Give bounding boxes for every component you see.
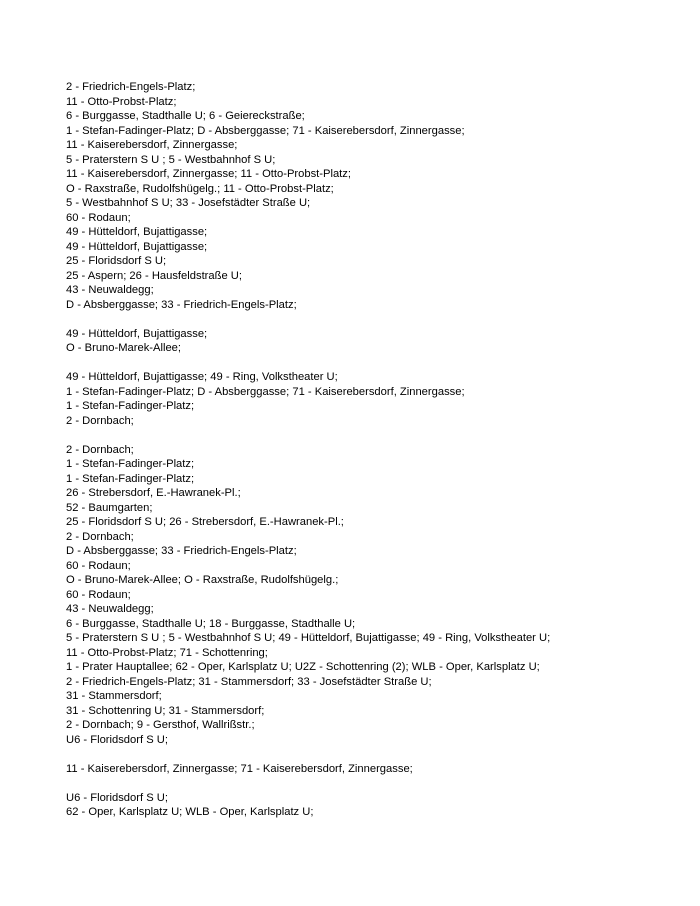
text-line: 43 - Neuwaldegg; [66, 284, 154, 296]
blank-line [66, 312, 686, 327]
text-line: 6 - Burggasse, Stadthalle U; 18 - Burggasse, Stadthalle U; [66, 617, 356, 630]
text-line: 2 - Dornbach; [66, 443, 134, 456]
text-line: 11 - Kaiserebersdorf, Zinnergasse; 11 - Otto-Probst-Platz; [66, 168, 351, 180]
blank-line [66, 356, 686, 371]
text-line: 2 - Dornbach; 9 - Gersthof, Wallrißstr.; [66, 719, 255, 731]
text-line: 31 - Schottenring U; 31 - Stammersdorf; [66, 704, 265, 717]
text-line: 1 - Stefan-Fadinger-Platz; [66, 400, 195, 412]
blank-line [66, 747, 686, 762]
text-line: 49 - Hütteldorf, Bujattigasse; [66, 226, 208, 238]
text-line: 62 - Oper, Karlsplatz U; WLB - Oper, Karlsplatz U; [66, 806, 314, 818]
text-line: 11 - Otto-Probst-Platz; [66, 95, 177, 108]
text-line: D - Absberggasse; 33 - Friedrich-Engels-Platz; [66, 298, 297, 311]
text-line: 49 - Hütteldorf, Bujattigasse; 49 - Ring, Volkstheater U; [66, 371, 338, 383]
text-line: 49 - Hütteldorf, Bujattigasse; [66, 327, 208, 340]
text-line: 5 - Praterstern S U ; 5 - Westbahnhof S U; [66, 153, 276, 166]
text-line: O - Raxstraße, Rudolfshügelg.; 11 - Otto-Probst-Platz; [66, 182, 334, 195]
text-line: 43 - Neuwaldegg; [66, 603, 154, 615]
text-line: 11 - Otto-Probst-Platz; 71 - Schottenring; [66, 646, 268, 659]
text-line: 2 - Friedrich-Engels-Platz; [66, 81, 196, 93]
text-line: O - Bruno-Marek-Allee; [66, 342, 182, 354]
destination-list [66, 80, 686, 820]
text-line: 5 - Praterstern S U ; 5 - Westbahnhof S U; 49 - Hütteldorf, Bujattigasse; 49 - Ring, Volkstheater U; [66, 632, 551, 644]
text-line: 25 - Floridsdorf S U; [66, 255, 167, 267]
text-line: 52 - Baumgarten; [66, 501, 153, 514]
text-line: 11 - Kaiserebersdorf, Zinnergasse; 71 - Kaiserebersdorf, Zinnergasse; [66, 762, 413, 775]
text-line: 2 - Dornbach; [66, 414, 134, 427]
text-line: 60 - Rodaun; [66, 211, 131, 224]
text-line: U6 - Floridsdorf S U; [66, 733, 168, 746]
text-line: 1 - Stefan-Fadinger-Platz; [66, 458, 195, 470]
text-line: U6 - Floridsdorf S U; [66, 791, 168, 804]
blank-line [66, 428, 686, 443]
text-line: 1 - Stefan-Fadinger-Platz; D - Absberggasse; 71 - Kaiserebersdorf, Zinnergasse; [66, 385, 465, 398]
text-line: 25 - Floridsdorf S U; 26 - Strebersdorf, E.-Hawranek-Pl.; [66, 516, 344, 528]
text-line: 6 - Burggasse, Stadthalle U; 6 - Geiereckstraße; [66, 110, 305, 122]
text-line: 60 - Rodaun; [66, 588, 131, 601]
text-line: 49 - Hütteldorf, Bujattigasse; [66, 240, 208, 253]
text-line: 26 - Strebersdorf, E.-Hawranek-Pl.; [66, 487, 241, 499]
text-line: 60 - Rodaun; [66, 559, 131, 572]
text-line: 1 - Stefan-Fadinger-Platz; D - Absberggasse; 71 - Kaiserebersdorf, Zinnergasse; [66, 124, 465, 137]
text-line: 11 - Kaiserebersdorf, Zinnergasse; [66, 139, 238, 151]
text-line: 5 - Westbahnhof S U; 33 - Josefstädter Straße U; [66, 197, 311, 209]
text-line: 2 - Friedrich-Engels-Platz; 31 - Stammersdorf; 33 - Josefstädter Straße U; [66, 675, 432, 688]
text-line: 25 - Aspern; 26 - Hausfeldstraße U; [66, 269, 242, 282]
text-line: O - Bruno-Marek-Allee; O - Raxstraße, Rudolfshügelg.; [66, 574, 339, 586]
blank-line [66, 776, 686, 791]
text-line: 2 - Dornbach; [66, 530, 134, 543]
text-line: D - Absberggasse; 33 - Friedrich-Engels-Platz; [66, 545, 297, 557]
text-line: 31 - Stammersdorf; [66, 690, 162, 702]
text-line: 1 - Prater Hauptallee; 62 - Oper, Karlsplatz U; U2Z - Schottenring (2); WLB - Oper, Karlsplatz U; [66, 661, 540, 673]
text-line: 1 - Stefan-Fadinger-Platz; [66, 472, 195, 485]
